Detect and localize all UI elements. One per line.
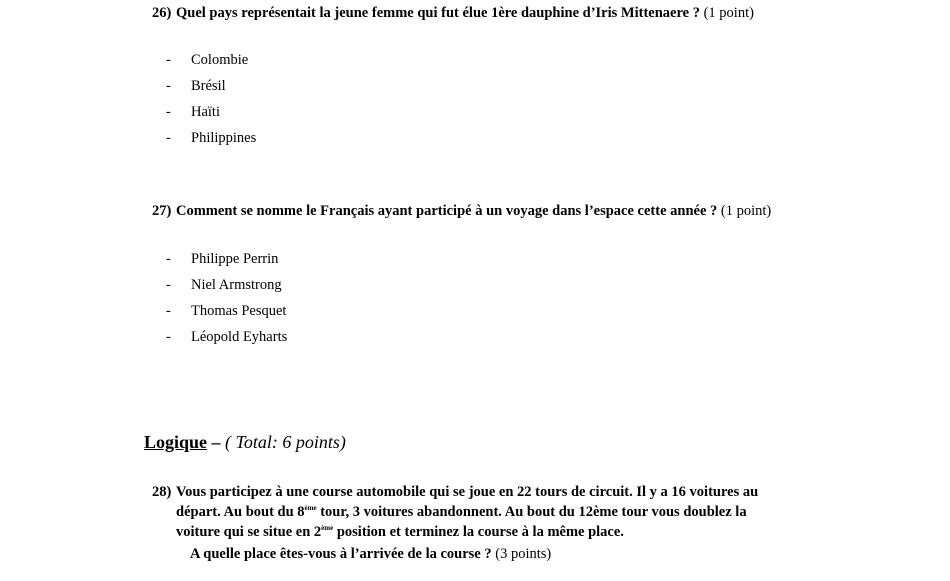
option-item: [166, 76, 226, 96]
option-marker: -: [166, 78, 171, 94]
option-label: Philippe Perrin: [191, 251, 279, 267]
question-27: [152, 201, 771, 221]
ordinal-suffix: ème: [321, 524, 334, 532]
option-label: Haïti: [191, 104, 220, 120]
option-item: [166, 275, 282, 295]
question-points: (3 points): [495, 546, 552, 562]
section-dash: –: [207, 432, 221, 452]
question-text: Comment se nomme le Français ayant participé à un voyage dans l’espace cette année ?: [176, 203, 718, 219]
option-marker: -: [166, 104, 171, 120]
question-text-part: position et terminez la course à la même place.: [333, 524, 624, 540]
question-number: 27): [152, 203, 172, 219]
option-item: [166, 50, 248, 70]
question-points: (1 point): [720, 203, 772, 219]
option-marker: -: [166, 303, 171, 319]
option-label: Niel Armstrong: [191, 277, 282, 293]
option-marker: -: [166, 52, 171, 68]
section-total: ( Total: 6 points): [220, 432, 346, 452]
option-marker: -: [166, 329, 171, 345]
option-item: [166, 301, 286, 321]
option-label: Brésil: [191, 78, 226, 94]
option-marker: -: [166, 130, 171, 146]
option-item: [166, 327, 287, 347]
question-text: Quel pays représentait la jeune femme qui fut élue 1ère dauphine d’Iris Mittenaere ?: [176, 5, 700, 21]
question-26: [152, 3, 754, 23]
question-ask-text: A quelle place êtes-vous à l’arrivée de la course ?: [190, 546, 492, 562]
section-name: Logique: [144, 432, 208, 452]
option-item: [166, 128, 256, 148]
section-title: [144, 431, 346, 453]
option-label: Colombie: [191, 52, 249, 68]
question-ask: [190, 544, 792, 564]
option-label: Thomas Pesquet: [191, 303, 287, 319]
option-label: Léopold Eyharts: [191, 329, 288, 345]
option-item: [166, 102, 220, 122]
question-number: 28): [152, 484, 172, 500]
question-28: [152, 482, 792, 564]
question-number: 26): [152, 5, 172, 21]
option-marker: -: [166, 277, 171, 293]
option-item: [166, 249, 278, 269]
question-text: [176, 482, 792, 564]
question-points: (1 point): [703, 5, 754, 21]
ordinal-suffix: ème: [304, 504, 317, 512]
question-text-part: tour, 3 voitures abandonnent. Au bout du 12ème tour vous doublez la voiture qui se situe en 2: [176, 504, 747, 540]
option-label: Philippines: [191, 130, 257, 146]
question-text-part: Vous participez à une course automobile qui se joue en 22 tours de circuit. Il y a 16 voitures au départ. Au bout du 8: [176, 484, 759, 520]
option-marker: -: [166, 251, 171, 267]
